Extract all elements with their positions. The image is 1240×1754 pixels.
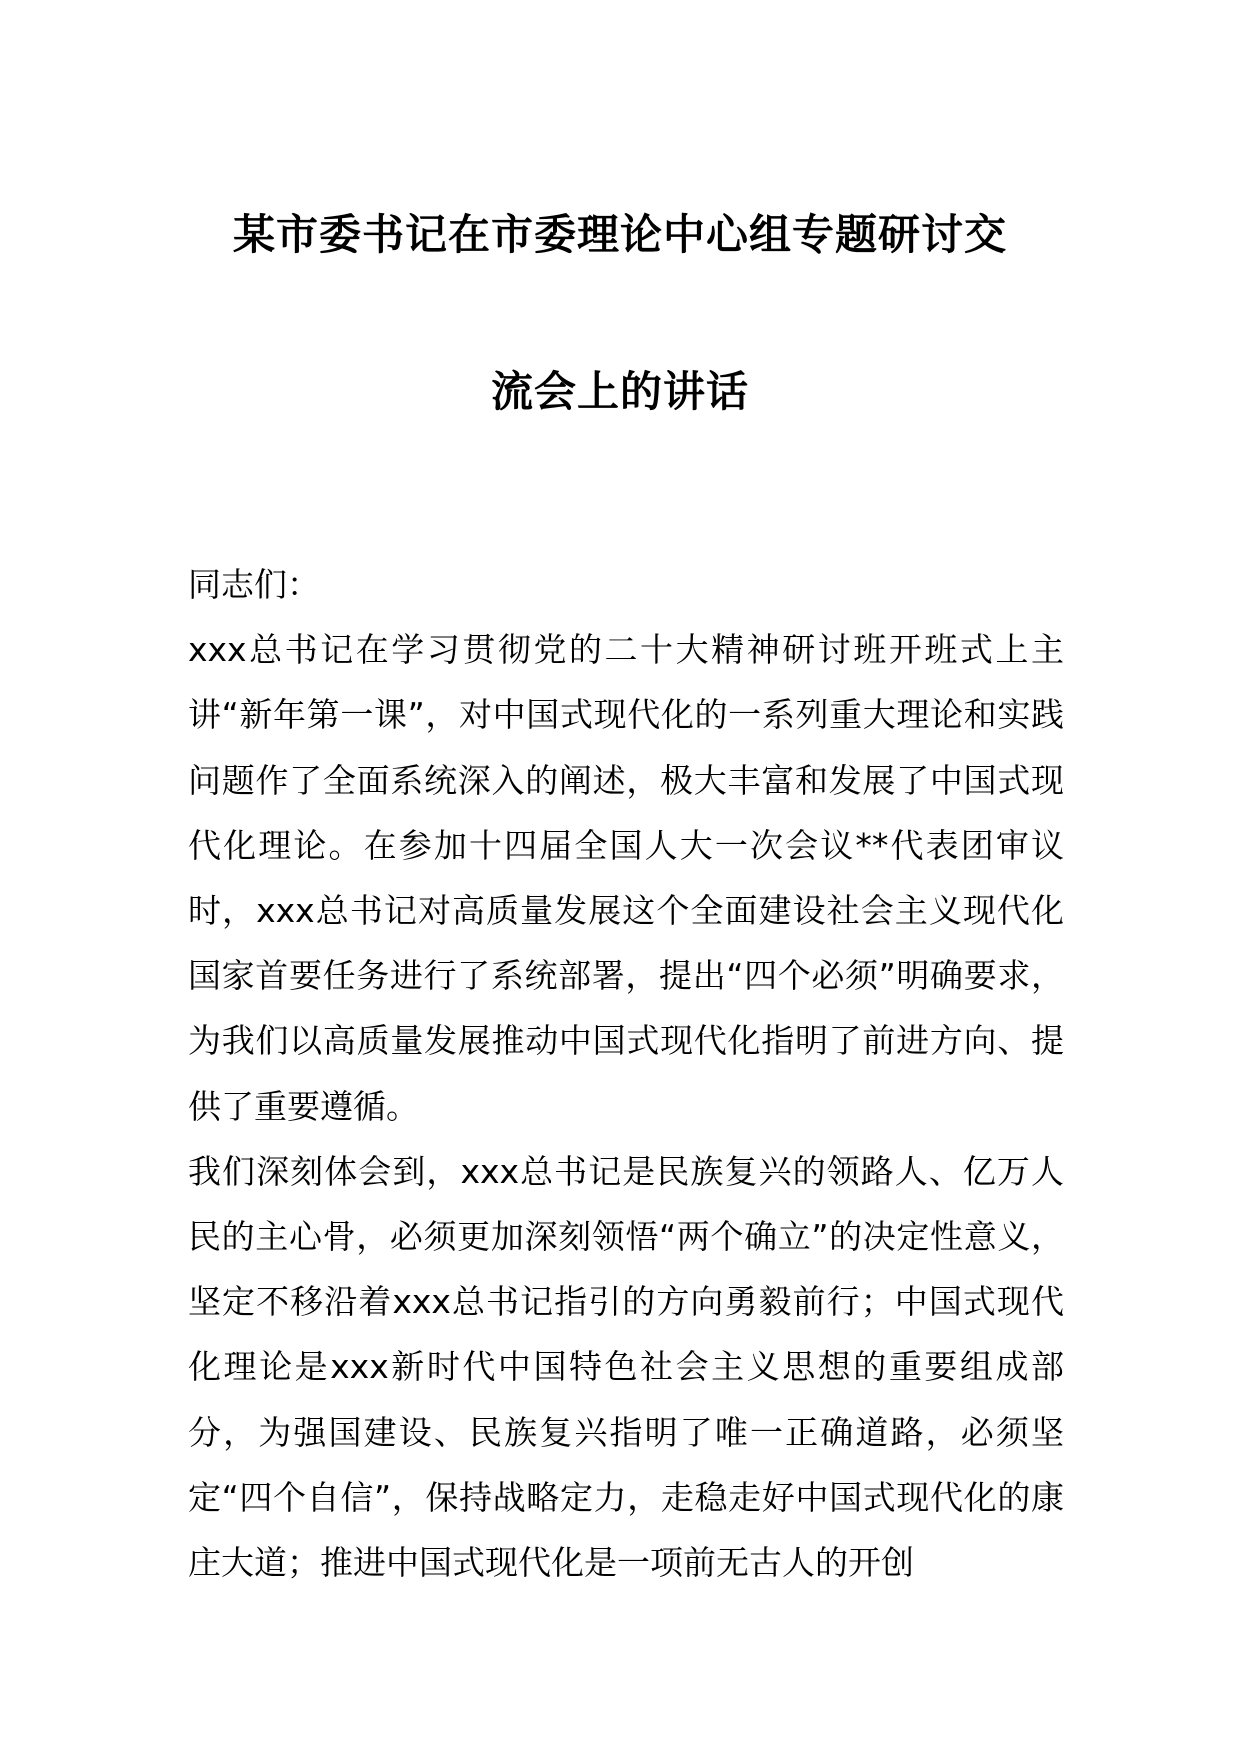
salutation: 同志们：	[188, 565, 320, 604]
document-title-line-2: 流会上的讲话	[490, 367, 749, 416]
document-title-line-1: 某市委书记在市委理论中心组专题研讨交	[232, 210, 1007, 259]
document-body	[188, 552, 1064, 1595]
body-paragraph-2: 我们深刻体会到，xxx总书记是民族复兴的领路人、亿万人民的主心骨，必须更加深刻领悟“两个确立”的决定性意义，坚定不移沿着xxx总书记指引的方向勇毅前行；中国式现代化理论是xxx新时代中国特色社会主义思想的重要组成部分，为强国建设、民族复兴指明了唯一正确道路，必须坚定“四个自信”，保持战略定力，走稳走好中国式现代化的康庄大道；推进中国式现代化是一项前无古人的开创	[188, 1151, 1064, 1583]
body-paragraph-1: xxx总书记在学习贯彻党的二十大精神研讨班开班式上主讲“新年第一课”，对中国式现代化的一系列重大理论和实践问题作了全面系统深入的阐述，极大丰富和发展了中国式现代化理论。在参加十四届全国人大一次会议**代表团审议时，xxx总书记对高质量发展这个全面建设社会主义现代化国家首要任务进行了系统部署，提出“四个必须”明确要求，为我们以高质量发展推动中国式现代化指明了前进方向、提供了重要遵循。	[188, 630, 1064, 1126]
